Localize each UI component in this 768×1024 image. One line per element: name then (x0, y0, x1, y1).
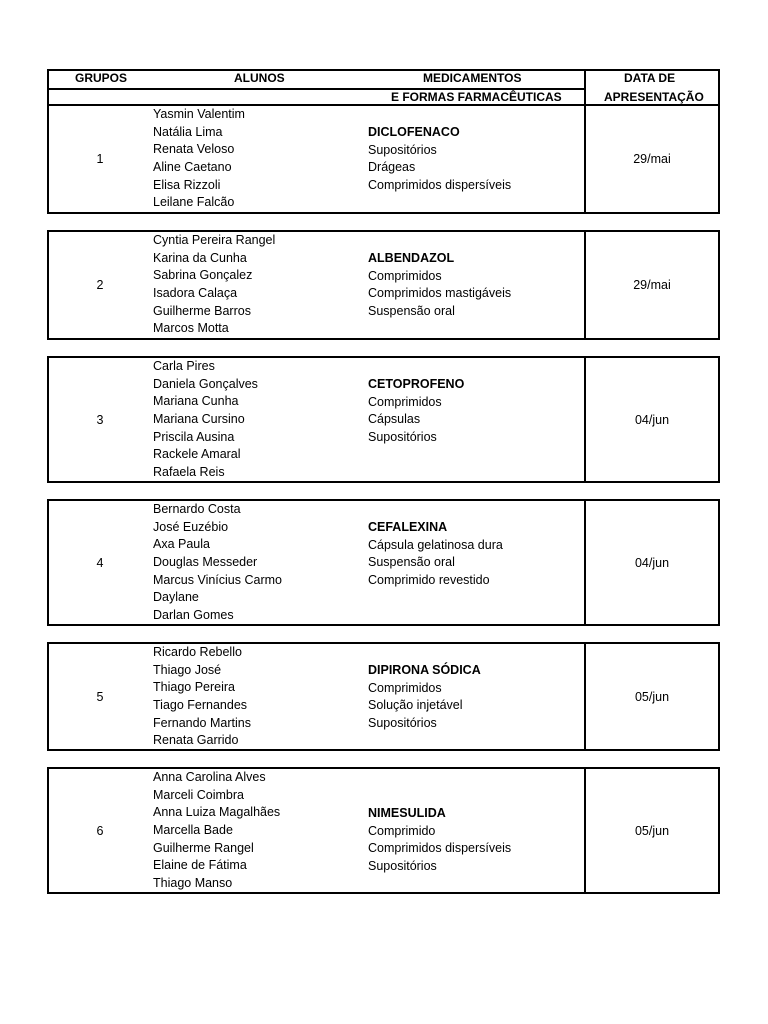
group-row (47, 499, 720, 626)
student-name: Bernardo Costa (153, 502, 241, 516)
pharmaceutical-form: Comprimidos dispersíveis (368, 178, 512, 193)
student-name: Tiago Fernandes (153, 698, 248, 713)
drug-name: NIMESULIDA (368, 806, 446, 820)
student-name: Renata Veloso (153, 142, 235, 157)
student-name: Carla Pires (153, 359, 215, 373)
student-name: Douglas Messeder (153, 555, 258, 570)
drug-name: DIPIRONA SÓDICA (368, 663, 481, 677)
group-number: 4 (96, 555, 104, 570)
group-number: 1 (96, 152, 104, 166)
student-name: Marcos Motta (153, 321, 229, 336)
student-name: José Euzébio (153, 519, 229, 534)
pharmaceutical-form: Suspensão oral (368, 555, 455, 570)
pharmaceutical-form: Comprimidos mastigáveis (368, 286, 512, 301)
student-list (153, 232, 275, 338)
student-name: Yasmin Valentim (153, 107, 245, 121)
medication-block (368, 519, 503, 590)
group-number: 2 (96, 278, 104, 292)
presentation-date: 04/jun (634, 412, 670, 427)
header-medicamentos: MEDICAMENTOS (423, 71, 522, 85)
medication-block (368, 662, 481, 733)
student-name: Mariana Cunha (153, 394, 239, 409)
drug-name: CETOPROFENO (368, 377, 465, 391)
table-header (47, 69, 720, 106)
medication-block (368, 376, 464, 447)
pharmaceutical-form: Comprimido revestido (368, 573, 490, 588)
student-name: Marceli Coimbra (153, 787, 244, 802)
student-name: Ricardo Rebello (153, 645, 242, 659)
header-grupos: GRUPOS (75, 71, 128, 85)
student-name: Darlan Gomes (153, 608, 234, 623)
student-name: Guilherme Barros (153, 303, 251, 318)
drug-name: DICLOFENACO (368, 125, 460, 139)
student-name: Elisa Rizzoli (153, 177, 221, 192)
pharmaceutical-form: Cápsulas (368, 412, 421, 427)
student-name: Thiago Pereira (153, 680, 235, 695)
group-row (47, 230, 720, 340)
student-name: Axa Paula (153, 537, 210, 552)
student-name: Mariana Cursino (153, 412, 245, 427)
presentation-date: 05/jun (634, 689, 670, 704)
pharmaceutical-form: Supositórios (368, 716, 437, 731)
header-apresentacao: APRESENTAÇÃO (604, 90, 704, 104)
student-name: Daniela Gonçalves (153, 376, 258, 391)
pharmaceutical-form: Suspensão oral (368, 304, 455, 319)
student-list (153, 358, 258, 482)
medication-block (368, 805, 511, 876)
group-row (47, 104, 720, 214)
header-data: DATA DE (624, 71, 676, 85)
pharmaceutical-form: Comprimidos (368, 268, 442, 283)
student-name: Daylane (153, 590, 199, 605)
student-list (153, 769, 280, 893)
student-name: Sabrina Gonçalez (153, 268, 253, 283)
pharmaceutical-form: Solução injetável (368, 698, 463, 713)
presentation-date: 04/jun (634, 555, 670, 570)
pharmaceutical-form: Cápsula gelatinosa dura (368, 537, 503, 552)
pharmaceutical-form: Supositórios (368, 142, 437, 157)
student-name: Marcella Bade (153, 823, 233, 838)
medication-block (368, 124, 511, 195)
presentation-date: 29/mai (633, 278, 671, 292)
student-name: Aline Caetano (153, 160, 232, 175)
student-name: Thiago José (153, 662, 222, 677)
group-number: 5 (96, 689, 104, 704)
pharmaceutical-form: Comprimidos (368, 394, 442, 409)
student-name: Rafaela Reis (153, 465, 225, 480)
pharmaceutical-form: Supositórios (368, 430, 437, 445)
pharmaceutical-form: Comprimidos (368, 680, 442, 695)
student-name: Anna Carolina Alves (153, 770, 266, 784)
student-name: Rackele Amaral (153, 447, 241, 462)
header-alunos: ALUNOS (234, 71, 285, 85)
group-row (47, 642, 720, 751)
group-row (47, 767, 720, 894)
drug-name: ALBENDAZOL (368, 251, 455, 265)
presentation-date: 29/mai (633, 152, 671, 166)
group-number: 6 (96, 823, 104, 838)
student-name: Guilherme Rangel (153, 840, 254, 855)
medication-block (368, 250, 511, 321)
student-name: Natália Lima (153, 124, 223, 139)
header-formas: E FORMAS FARMACÊUTICAS (391, 90, 562, 104)
student-name: Isadora Calaça (153, 286, 238, 301)
drug-name: CEFALEXINA (368, 520, 448, 534)
student-name: Leilane Falcão (153, 195, 235, 210)
student-name: Thiago Manso (153, 876, 233, 891)
student-name: Anna Luiza Magalhães (153, 805, 281, 820)
student-name: Cyntia Pereira Rangel (153, 233, 276, 247)
group-number: 3 (96, 412, 104, 427)
student-name: Karina da Cunha (153, 250, 247, 265)
student-name: Priscila Ausina (153, 429, 235, 444)
pharmaceutical-form: Supositórios (368, 859, 437, 874)
student-name: Fernando Martins (153, 715, 251, 730)
student-name: Elaine de Fátima (153, 858, 247, 873)
student-list (153, 501, 282, 625)
student-list (153, 644, 251, 750)
student-list (153, 106, 245, 212)
group-row (47, 356, 720, 483)
pharmaceutical-form: Comprimidos dispersíveis (368, 841, 512, 856)
header-column-divider (584, 71, 586, 106)
presentation-date: 05/jun (634, 823, 670, 838)
student-name: Marcus Vinícius Carmo (153, 572, 282, 587)
pharmaceutical-form: Drágeas (368, 160, 416, 175)
pharmaceutical-form: Comprimido (368, 823, 436, 838)
student-name: Renata Garrido (153, 733, 239, 748)
